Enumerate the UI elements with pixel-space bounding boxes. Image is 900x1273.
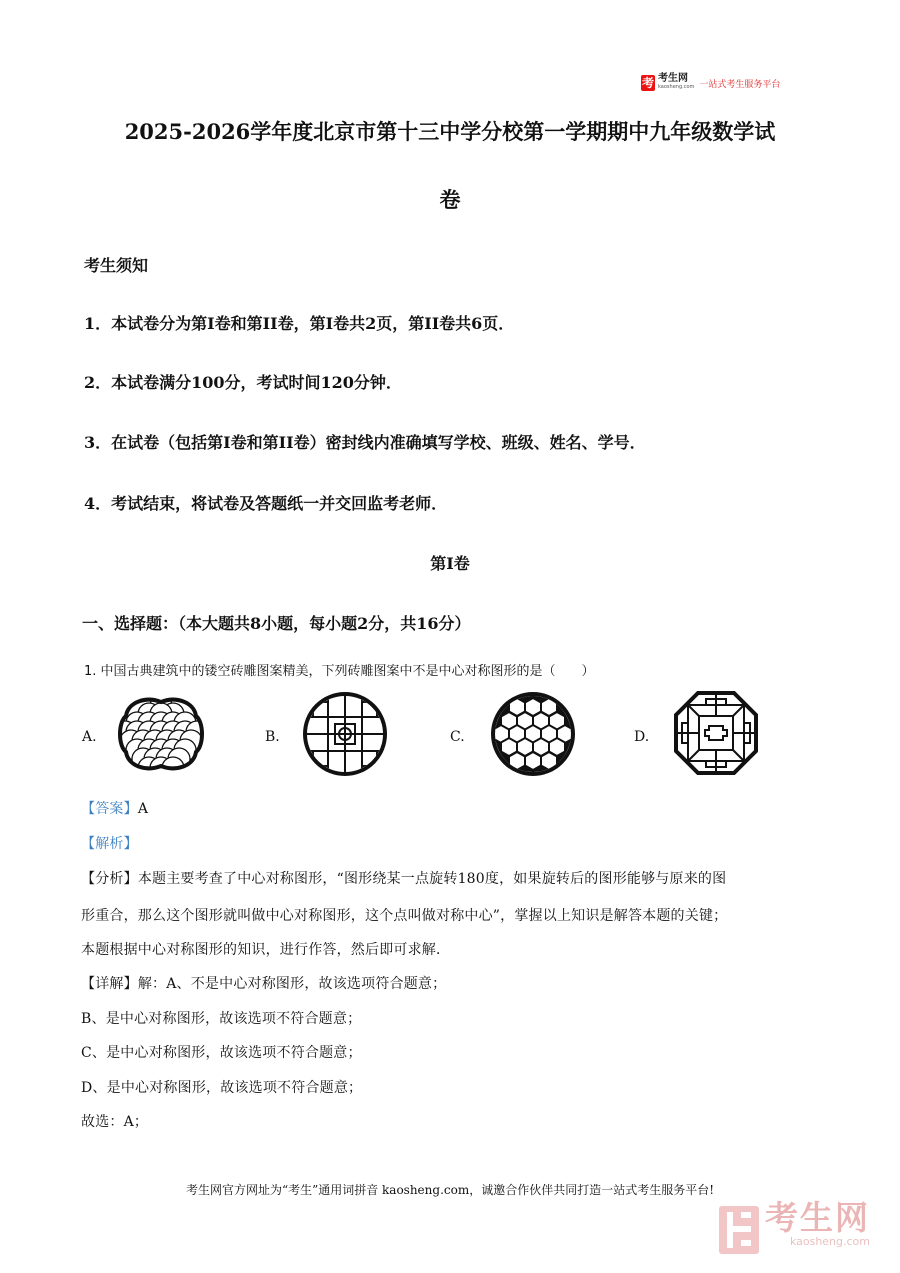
notice-heading: 考生须知 [84, 256, 149, 275]
logo-slogan: 一站式考生服务平台 [699, 79, 781, 90]
header-logo [641, 74, 780, 92]
option-b-pattern [301, 690, 389, 778]
logo-name: 考生网 [658, 73, 688, 84]
notice-item: 3．在试卷（包括第I卷和第II卷）密封线内准确填写学校、班级、姓名、学号． [84, 433, 646, 452]
notice-item: 2．本试卷满分100分，考试时间120分钟． [84, 373, 402, 392]
detail-line: C、是中心对称图形，故该选项不符合题意； [81, 1045, 362, 1061]
detail-line: B、是中心对称图形，故该选项不符合题意； [81, 1011, 362, 1027]
page-title-line2: 卷 [439, 187, 461, 212]
option-a-label: A. [82, 729, 97, 745]
section-title: 第I卷 [430, 554, 470, 573]
option-c-pattern [488, 690, 578, 778]
answer-line [81, 798, 148, 818]
notice-item: 4．考试结束，将试卷及答题纸一并交回监考老师． [84, 494, 448, 513]
detail-line: D、是中心对称图形，故该选项不符合题意； [81, 1080, 363, 1096]
answer-value: A [137, 801, 149, 817]
option-d-label: D. [634, 729, 650, 745]
analysis-label: 【解析】 [81, 836, 138, 852]
watermark-name: 考生网 [765, 1198, 870, 1237]
question-stem: 1. 中国古典建筑中的镂空砖雕图案精美，下列砖雕图案中不是中心对称图形的是（ ） [84, 664, 595, 679]
footer-text: 考生网官方网址为“考生”通用词拼音 kaosheng.com，诚邀合作伙伴共同打造一站式考生服务平台! [185, 1183, 715, 1197]
option-c-label: C. [450, 729, 465, 745]
notice-item: 1．本试卷分为第I卷和第II卷，第I卷共2页，第II卷共6页． [84, 314, 515, 333]
watermark-logo-icon [719, 1206, 759, 1254]
analysis-line: 本题根据中心对称图形的知识，进行作答，然后即可求解． [81, 942, 451, 958]
page-title-line1: 2025-2026学年度北京市第十三中学分校第一学期期中九年级数学试 [124, 119, 776, 144]
option-d-pattern [673, 690, 759, 776]
watermark [719, 1198, 870, 1254]
detail-line: 【详解】解：A、不是中心对称图形，故该选项符合题意； [81, 976, 447, 992]
logo-domain: kaosheng.com [658, 84, 695, 90]
analysis-line: 【分析】本题主要考查了中心对称图形，“图形绕某一点旋转180度，如果旋转后的图形能够与原来的图 [81, 871, 727, 887]
option-a-pattern [116, 694, 206, 774]
logo-icon: 考 [641, 76, 654, 90]
part-heading: 一、选择题：（本大题共8小题，每小题2分，共16分） [82, 614, 471, 633]
option-b-label: B. [265, 729, 280, 745]
watermark-domain: kaosheng.com [789, 1235, 870, 1248]
detail-line: 故选：A； [81, 1114, 149, 1130]
answer-label: 【答案】 [81, 801, 138, 817]
analysis-line: 形重合，那么这个图形就叫做中心对称图形，这个点叫做对称中心”，掌握以上知识是解答本题的关键； [81, 908, 728, 924]
